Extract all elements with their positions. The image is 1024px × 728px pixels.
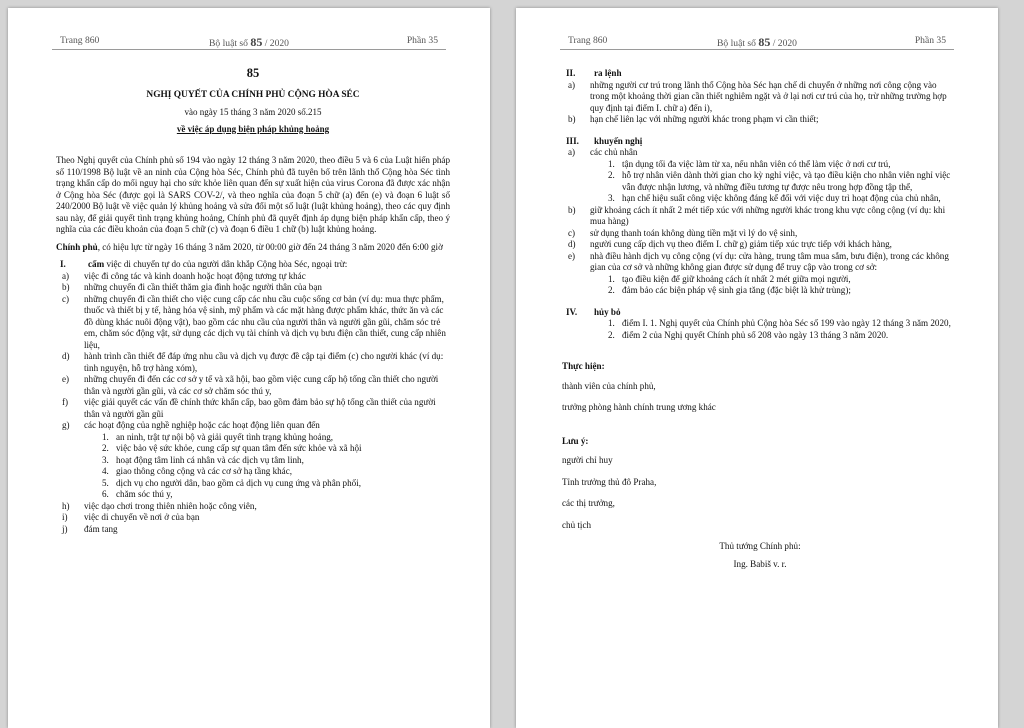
list-marker: d) (568, 239, 576, 249)
law-number: 85 (758, 35, 771, 49)
section-title: hủy bỏ (594, 306, 621, 317)
list-text: việc giải quyết các vấn đề chính thức khẩn cấp, bao gồm đảm bảo sự hộ tống cần thiết của người thân và người gần gũi (84, 397, 436, 419)
subitem (56, 466, 450, 478)
page-label: Trang 860 (60, 35, 100, 46)
section-heading (562, 136, 958, 148)
list-text: các chủ nhân (590, 147, 638, 157)
list-text: nhà điều hành dịch vụ công cộng (ví dụ: cửa hàng, trung tâm mua sắm, bưu điện), trong các không gian của cơ sở và những không gian được sử dụng để truy cập vào trong cơ sở: (590, 250, 949, 272)
subitem (562, 318, 958, 330)
list-text: điểm 2 của Nghị quyết Chính phủ số 208 vào ngày 13 tháng 3 năm 2020. (622, 329, 889, 340)
part-label: Phần 35 (406, 35, 438, 46)
subitem (56, 432, 450, 444)
subitem (56, 455, 450, 467)
law-prefix: Bộ luật số (717, 38, 759, 49)
list-text: việc bảo vệ sức khỏe, cung cấp sự quan tâm đến sức khỏe và xã hội (116, 443, 362, 453)
law-year: / 2020 (262, 38, 289, 49)
page-body (562, 68, 958, 570)
date-line: vào ngày 15 tháng 3 năm 2020 số.215 (184, 107, 322, 117)
section-items (562, 205, 958, 274)
section-items (562, 318, 958, 341)
list-marker: e) (62, 374, 70, 384)
list-text: giao thông công cộng và các cơ sở hạ tầng khác, (116, 466, 293, 476)
list-marker: 2. (608, 170, 615, 180)
executors-list (562, 381, 958, 414)
list-text: những chuyến đi cần thiết cho việc cung cấp các nhu cầu cuộc sống cơ bản (ví dụ: mua thực phẩm, thuốc và thiết bị y tế, hàng hóa vệ sinh, mỹ phẩm và các mặt hàng được phẩm khác, thức ăn và các đồ dùng khác nuôi động vật), bao gồm các nhu cầu của người thân và người gần gũi, chăm sóc trẻ em, chăm sóc động vật, sử dụng các dịch vụ tài chính và dịch vụ bưu điện cần thiết, cung cấp nhiên liệu, (84, 293, 446, 350)
list-text: việc di chuyển về nơi ở của bạn (84, 512, 200, 522)
list-text: hoạt động tâm linh cá nhân và các dịch vụ tâm linh, (116, 454, 304, 465)
list-item (56, 501, 450, 513)
list-item (56, 282, 450, 294)
list-text: các hoạt động của nghề nghiệp hoặc các hoạt động liên quan đến (84, 420, 320, 430)
section-subitems (562, 274, 958, 297)
intro-paragraph: Theo Nghị quyết của Chính phủ số 194 vào ngày 12 tháng 3 năm 2020, theo điều 5 và 6 của Luật hiến pháp số 110/1998 Bộ luật về an ninh của Cộng hòa Séc, Chính phủ đã tuyên bố trên lãnh thổ Cộng hòa Séc tình trạng khẩn cấp do mối nguy hại cho sức khỏe liên quan đến sự xuất hiện của virus Corona đã được xác nhận ở Cộng hòa Séc (được gọi là SARS COV-2/, và theo nghĩa của đoạn 5 chữ (a) đến (e) và đoạn 6 luật số 240/2000 Bộ luật về việc quản lý khủng hoảng và sửa đổi một số luật (luật khủng hoảng), theo các quy định sau này, để giải quyết tình trạng khủng hoảng, Chính phủ đã quyết định áp dụng biện pháp khẩn cấp, theo ý nghĩa của các điều khoản của đoạn 5 chữ (c) và đoạn 6 điều 1 chữ (b) luật khủng hoảng. (56, 155, 450, 234)
law-prefix: Bộ luật số (209, 38, 251, 49)
section-numeral: I. (60, 259, 66, 269)
section-title: cấm (88, 259, 105, 269)
list-marker: a) (568, 147, 576, 157)
list-text: tạo điều kiện để giữ khoảng cách ít nhất 2 mét giữa mọi người, (622, 273, 851, 284)
section-heading (562, 68, 958, 80)
section-items (562, 80, 958, 126)
document-title: NGHỊ QUYẾT CỦA CHÍNH PHỦ CỘNG HÒA SÉC (146, 89, 360, 100)
list-text: điểm I. 1. Nghị quyết của Chính phủ Cộng hòa Séc số 199 vào ngày 12 tháng 3 năm 2020, (622, 318, 951, 328)
recipient-line: Tỉnh trưởng thủ đô Praha, (562, 476, 657, 487)
subitem (562, 274, 958, 286)
subject-line: về việc áp dụng biện pháp khủng hoảng (176, 123, 330, 134)
list-item (56, 512, 450, 524)
list-text: người cung cấp dịch vụ theo điểm I. chữ g) giảm tiếp xúc trực tiếp với khách hàng, (590, 239, 892, 249)
list-item (56, 374, 450, 397)
list-marker: 1. (608, 273, 615, 284)
list-marker: 3. (102, 454, 109, 465)
government-text: , có hiệu lực từ ngày 16 tháng 3 năm 2020, từ 00:00 giờ đến 24 tháng 3 năm 2020 đến 6:00 giờ (97, 241, 443, 252)
list-text: hỗ trợ nhân viên dành thời gian cho kỳ nghỉ việc, và tạo điều kiện cho nhân viên nghỉ việc vẫn được nhận lương, và những điều tương tự được nêu trong hợp đồng tập thể, (622, 170, 951, 192)
section-numeral: III. (566, 135, 579, 146)
list-marker: 1. (608, 158, 615, 169)
list-item (562, 205, 958, 228)
list-text: đảm bảo các biện pháp vệ sinh gia tăng (đặc biệt là khử trùng); (622, 285, 851, 295)
list-marker: 2. (608, 329, 615, 340)
page-header (52, 35, 446, 50)
list-text: đám tang (84, 523, 118, 534)
section-numeral: IV. (566, 306, 578, 317)
subitem (562, 193, 958, 205)
pm-title: Thủ tướng Chính phủ: (719, 541, 801, 551)
list-marker: j) (62, 523, 68, 534)
recipient-line: người chỉ huy (562, 455, 613, 465)
law-reference (52, 35, 446, 50)
list-text: những chuyến đi cần thiết thăm gia đình hoặc người thân của bạn (84, 282, 322, 292)
recipient-line: các thị trưởng, (562, 498, 615, 508)
law-reference (560, 35, 954, 50)
list-item (562, 114, 958, 126)
subitem (562, 285, 958, 297)
list-marker: 2. (102, 443, 109, 453)
list-text: giữ khoảng cách ít nhất 2 mét tiếp xúc với những người khác trong khu vực công cộng (ví dụ: khi mua hàng) (590, 204, 946, 226)
subitem (562, 170, 958, 193)
list-marker: a) (568, 79, 576, 90)
list-text: sử dụng thanh toán không dùng tiền mặt vì lý do vệ sinh, (590, 227, 798, 238)
notes-list (562, 455, 958, 531)
law-number: 85 (250, 35, 263, 49)
subitem (562, 159, 958, 171)
list-marker: 2. (608, 285, 615, 295)
document-page-left (8, 8, 490, 728)
list-text: hạn chế liên lạc với những người khác trong phạm vi cần thiết; (590, 114, 819, 124)
section-title: ra lệnh (594, 68, 622, 78)
section-items-after (56, 501, 450, 536)
list-marker: g) (62, 420, 70, 430)
section-subitems (562, 159, 958, 205)
recipient-line: thành viên của chính phủ, (562, 380, 656, 391)
page-body (56, 68, 450, 535)
list-marker: b) (568, 204, 576, 215)
list-item (562, 80, 958, 115)
list-marker: 5. (102, 477, 109, 488)
page-label: Trang 860 (568, 35, 608, 46)
list-marker: i) (62, 512, 68, 522)
section-title-rest: việc di chuyển tự do của người dân khắp Cộng hòa Séc, ngoại trừ: (104, 259, 348, 269)
list-item (56, 294, 450, 352)
section-heading (562, 307, 958, 319)
list-item (56, 524, 450, 536)
pm-name: Ing. Babiš v. r. (733, 558, 787, 569)
document-page-right (516, 8, 998, 728)
subitem (56, 443, 450, 455)
list-marker: b) (62, 282, 70, 292)
list-marker: e) (568, 250, 576, 261)
list-marker: 1. (102, 431, 109, 442)
document-number: 85 (246, 66, 260, 80)
list-marker: 4. (102, 466, 109, 476)
list-text: hành trình cần thiết để đáp ứng nhu cầu và dịch vụ được đề cập tại điểm (c) cho người khác (ví dụ: tình nguyện, hỗ trợ hàng xóm), (84, 351, 444, 373)
list-item (56, 271, 450, 283)
list-marker: f) (62, 397, 69, 407)
subitem (562, 330, 958, 342)
government-label: Chính phủ (56, 241, 98, 252)
executors-heading: Thực hiện: (562, 361, 605, 371)
list-item (56, 420, 450, 432)
list-text: việc đi công tác và kinh doanh hoặc hoạt động tương tự khác (84, 270, 306, 281)
list-marker: h) (62, 500, 70, 511)
list-marker: a) (62, 270, 70, 281)
list-text: việc dạo chơi trong thiên nhiên hoặc công viên, (84, 500, 257, 511)
list-marker: b) (568, 114, 576, 124)
list-marker: c) (62, 293, 70, 304)
list-text: hạn chế hiệu suất công việc không đáng kể đối với việc duy trì hoạt động của chủ nhân, (622, 193, 941, 203)
page-header (560, 35, 954, 50)
list-text: an ninh, trật tự nội bộ và giải quyết tình trạng khủng hoảng, (116, 431, 334, 442)
list-marker: 6. (102, 489, 109, 499)
list-text: tận dụng tối đa việc làm từ xa, nếu nhân viên có thể làm việc ở nơi cư trú, (622, 158, 891, 169)
list-item (562, 251, 958, 274)
subitem (56, 489, 450, 501)
list-marker: 3. (608, 193, 615, 203)
section-subitems (56, 432, 450, 501)
list-item (562, 239, 958, 251)
list-item (56, 351, 450, 374)
recipient-line: chủ tịch (562, 519, 592, 530)
part-label: Phần 35 (914, 35, 946, 46)
list-marker: 1. (608, 318, 615, 328)
list-text: dịch vụ cho người dân, bao gồm cả dịch vụ cung ứng và phân phối, (116, 477, 361, 488)
subitem (56, 478, 450, 490)
section-items (56, 271, 450, 432)
section-title: khuyến nghị (594, 135, 643, 146)
recipient-line: trưởng phòng hành chính trung ương khác (562, 402, 716, 412)
list-item (562, 147, 958, 159)
list-text: chăm sóc thú y, (116, 489, 173, 499)
government-paragraph (56, 242, 450, 254)
list-marker: c) (568, 227, 576, 238)
list-item (562, 228, 958, 240)
law-year: / 2020 (770, 38, 797, 49)
notes-heading: Lưu ý: (562, 435, 589, 446)
list-item (56, 397, 450, 420)
list-text: những người cư trú trong lãnh thổ Cộng hòa Séc hạn chế di chuyển ở những nơi công cộng vào trong một khoảng thời gian cần thiết nghiêm ngặt và ở lại nơi cư trú của họ, trừ những trường hợp quy định tại điểm I. chữ a) đến i), (590, 79, 947, 113)
list-text: những chuyến đi đến các cơ sở y tế và xã hội, bao gồm việc cung cấp hộ tống cần thiết cho người thân và người gần gũi, và các cơ sở chăm sóc thú y, (84, 374, 439, 396)
list-marker: d) (62, 351, 70, 361)
section-numeral: II. (566, 68, 576, 78)
section-heading (56, 259, 450, 271)
